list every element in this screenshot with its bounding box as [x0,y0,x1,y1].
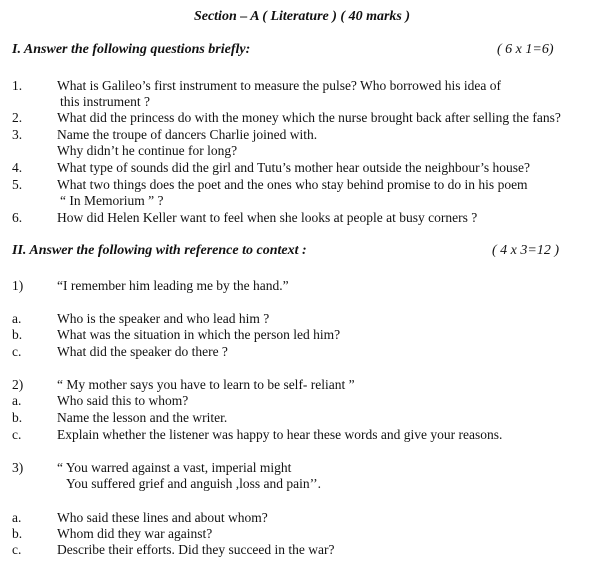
question-text: How did Helen Keller want to feel when she looks at people at busy corners ? [57,210,478,225]
section1-marks: ( 6 x 1=6) [497,42,554,57]
section1-heading: I. Answer the following questions briefly: [12,42,251,57]
question-number: 2. [12,110,23,125]
question-text: What two things does the poet and the ones who stay behind promise to do in his poem [57,177,528,192]
sub-question-text: Explain whether the listener was happy to hear these words and give your reasons. [57,427,503,442]
sub-question-text: Who said these lines and about whom? [57,510,268,525]
context-number: 1) [12,278,24,293]
question-text: Name the troupe of dancers Charlie joined with. [57,127,318,142]
question-text: Why didn’t he continue for long? [57,143,238,158]
sub-question-text: What was the situation in which the person led him? [57,327,341,342]
question-number: 5. [12,177,23,192]
question-number: 4. [12,160,23,175]
question-number: 1. [12,78,23,93]
context-quote: You suffered grief and anguish ,loss and pain’’. [66,476,321,491]
context-number: 2) [12,377,24,392]
question-text: What did the princess do with the money which the nurse brought back after selling the fans? [57,110,561,125]
sub-question-letter: b. [12,526,23,541]
sub-question-letter: a. [12,510,22,525]
sub-question-text: Who said this to whom? [57,393,189,408]
section2-marks: ( 4 x 3=12 ) [492,243,559,258]
context-quote: “I remember him leading me by the hand.” [57,278,289,293]
question-number: 3. [12,127,23,142]
sub-question-text: What did the speaker do there ? [57,344,228,359]
section-title: Section – A ( Literature ) ( 40 marks ) [193,9,411,24]
section2-heading: II. Answer the following with reference to context : [12,243,307,258]
context-quote: “ My mother says you have to learn to be self- reliant ” [57,377,355,392]
context-quote: “ You warred against a vast, imperial might [57,460,292,475]
sub-question-text: Who is the speaker and who lead him ? [57,311,270,326]
sub-question-letter: b. [12,327,23,342]
question-text: What is Galileo’s first instrument to measure the pulse? Who borrowed his idea of [57,78,502,93]
sub-question-letter: c. [12,344,22,359]
question-text: What type of sounds did the girl and Tutu’s mother hear outside the neighbour’s house? [57,160,530,175]
sub-question-letter: a. [12,393,22,408]
sub-question-letter: c. [12,427,22,442]
question-number: 6. [12,210,23,225]
context-number: 3) [12,460,24,475]
question-text: this instrument ? [60,94,150,109]
sub-question-letter: a. [12,311,22,326]
sub-question-letter: b. [12,410,23,425]
sub-question-text: Name the lesson and the writer. [57,410,228,425]
sub-question-text: Describe their efforts. Did they succeed in the war? [57,542,335,557]
sub-question-letter: c. [12,542,22,557]
question-text: “ In Memorium ” ? [60,193,164,208]
sub-question-text: Whom did they war against? [57,526,213,541]
